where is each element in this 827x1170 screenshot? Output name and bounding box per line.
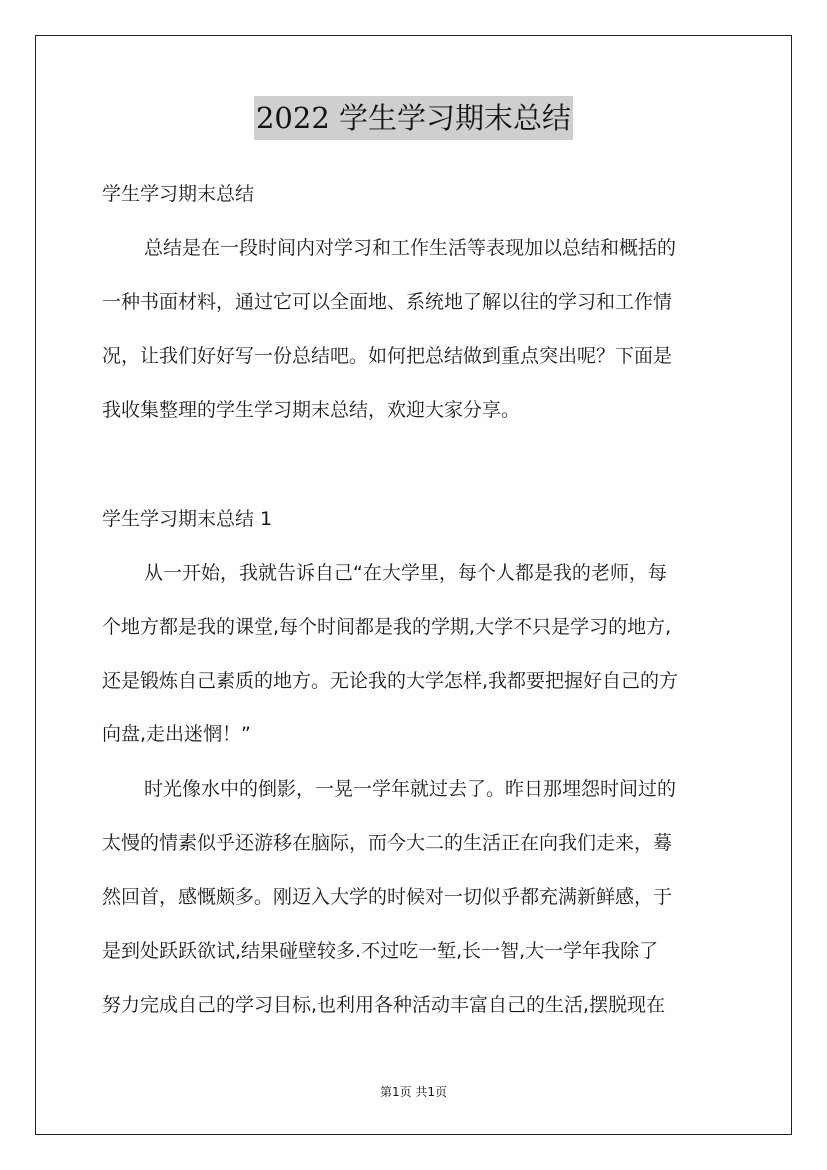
- section-heading: 学生学习期末总结 1: [102, 508, 273, 530]
- subtitle: 学生学习期末总结: [102, 183, 255, 205]
- p1-line-3: 还是锻炼自己素质的地方。无论我的大学怎样,我都要把握好自己的方: [102, 670, 679, 692]
- p1-line-4: 向盘,走出迷惘！”: [102, 723, 251, 745]
- p2-line-3: 然回首，感慨颇多。刚迈入大学的时候对一切似乎都充满新鲜感，于: [102, 886, 673, 908]
- p1-line-1: 从一开始，我就告诉自己“在大学里，每个人都是我的老师，每: [144, 562, 667, 584]
- document-title: 2022 学生学习期末总结: [254, 96, 573, 140]
- p1-line-2: 个地方都是我的课堂,每个时间都是我的学期,大学不只是学习的地方,: [102, 616, 672, 638]
- intro-line-1: 总结是在一段时间内对学习和工作生活等表现加以总结和概括的: [144, 237, 677, 259]
- p2-line-1: 时光像水中的倒影，一晃一学年就过去了。昨日那埋怨时间过的: [144, 778, 677, 800]
- intro-line-4: 我收集整理的学生学习期末总结，欢迎大家分享。: [102, 399, 521, 421]
- page-footer: 第1页 共1页: [379, 1085, 448, 1099]
- title-container: [0, 96, 827, 140]
- p2-line-4: 是到处跃跃欲试,结果碰壁较多.不过吃一堑,长一智,大一学年我除了: [102, 940, 659, 962]
- intro-line-2: 一种书面材料，通过它可以全面地、系统地了解以往的学习和工作情: [102, 291, 673, 313]
- p2-line-5: 努力完成自己的学习目标,也利用各种活动丰富自己的生活,摆脱现在: [102, 994, 666, 1016]
- p2-line-2: 太慢的情素似乎还游移在脑际，而今大二的生活正在向我们走来，蓦: [102, 832, 673, 854]
- intro-line-3: 况，让我们好好写一份总结吧。如何把总结做到重点突出呢？下面是: [102, 345, 673, 367]
